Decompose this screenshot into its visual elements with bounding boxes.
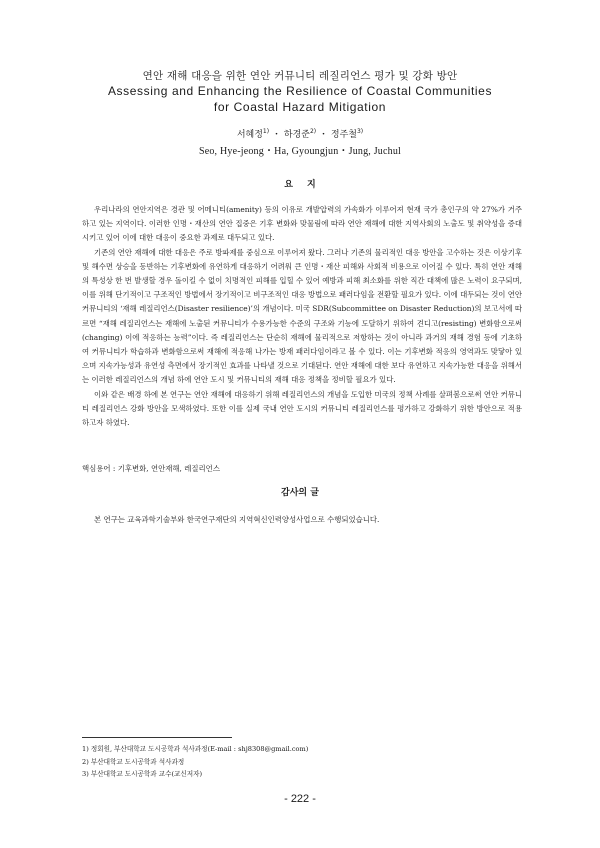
abstract-paragraph-1: 우리나라의 연안지역은 경관 및 어메니티(amenity) 등의 이유로 개발압력의 가속화가 이루어져 현재 국가 총인구의 약 27%가 거주하고 있는 지역이다. 이러한 인명・재산의 연안 집중은 기후 변화와 맞물림에 따라 연안 재해에 대한 지역사회의 노출도 및 취약성을 증대시키고 있어 이에 대한 대응이 중요한 과제로 대두되고 있다. <box>82 205 522 243</box>
footnote-1: 1) 정회원, 부산대학교 도시공학과 석사과정(E-mail : shj8308@gmail.com) <box>82 745 309 753</box>
acknowledgement-heading: 감사의 글 <box>281 488 319 498</box>
abstract-paragraph-3: 이와 같은 배경 하에 본 연구는 연안 재해에 대응하기 위해 레질리언스의 개념을 도입한 미국의 정책 사례를 살펴봄으로써 연안 커뮤니티 레질리언스 강화 방안을 모색하였다. 또한 이를 실제 국내 연안 도시의 커뮤니티 레질리언스를 평가하고 강화하기 위한 방안으로 적용하고자 하였다. <box>82 389 522 428</box>
author-separator: ・ <box>319 130 329 140</box>
acknowledgement-text: 본 연구는 교육과학기술부와 한국연구재단의 지역혁신인력양성사업으로 수행되었습니다. <box>94 515 380 524</box>
abstract-heading: 요지 <box>284 180 330 190</box>
page-number: - 222 - <box>284 793 316 805</box>
title-english-line1: Assessing and Enhancing the Resilience of Coastal Communities <box>107 84 493 98</box>
abstract-paragraph-2: 기존의 연안 재해에 대한 대응은 주로 방파제를 중심으로 이루어져 왔다. 그러나 기존의 물리적인 대응 방안을 고수하는 것은 이상기후 및 해수면 상승을 동반하는 기후변화에 유연하게 대응하기 어려워 큰 인명・재산 피해와 사회적 비용으로 이어질 수 있다. 특히 연안 재해의 특성상 한 번 발생할 경우 돌이킬 수 없이 치명적인 피해를 입힐 수 있어 예방과 피해 최소화를 위한 직간 대책에 많은 노력이 요구되며, 이를 위해 단기적이고 구조적인 방법에서 장기적이고 비구조적인 대응 방법으로 패러다임을 전환할 필요가 있다. 이에 대두되는 것이 연안 커뮤니티의 ‘재해 레질리언스(Disaster resilience)’의 개념이다. 미국 SDR(Subcommittee on Disaster Reduction)의 보고서에 따르면 “재해 레질리언스는 재해에 노출된 커뮤니티가 수용가능한 수준의 구조와 기능에 도달하기 위하여 견디고(resisting) 변화함으로써(changing) 이에 적응하는 능력”이다. 즉 레질리언스는 단순히 재해에 물리적으로 저항하는 것이 아니라 과거의 재해 경험 등에 기초하여 커뮤니티가 학습하과 변화함으로써 재해에 적응해 나가는 방재 패러다임이라고 볼 수 있다. 이는 기후변화 적응의 영역과도 맞닿아 있으며 지속가능성과 유연성 측면에서 장기적인 효과를 나타낼 것으로 기대된다. 연안 재해에 대한 보다 유연하고 지속가능한 대응을 위해서는 이러한 레질리언스의 개념 하에 연안 도시 및 커뮤니티의 재해 대응 정책을 정비할 필요가 있다. <box>82 247 522 385</box>
footnotes <box>82 743 522 781</box>
author-1-name: 서혜정 <box>236 130 263 140</box>
author-2-mark: 2) <box>309 128 317 135</box>
abstract-body <box>82 203 522 430</box>
footnote-3: 3) 부산대학교 도시공학과 교수(교신저자) <box>82 770 203 778</box>
title-korean: 연안 재해 대응을 위한 연안 커뮤니티 레질리언스 평가 및 강화 방안 <box>142 70 458 82</box>
title-english-line2: for Coastal Hazard Mitigation <box>213 100 387 114</box>
footnote-divider <box>82 737 232 738</box>
author-3-mark: 3) <box>356 128 364 135</box>
author-3-name: 정주철 <box>330 130 357 140</box>
authors-korean <box>0 127 600 140</box>
author-separator: ・ <box>271 130 281 140</box>
author-1-mark: 1) <box>262 128 270 135</box>
authors-english: Seo, Hye-jeong・Ha, Gyoungjun・Jung, Juchul <box>198 146 402 157</box>
author-2-name: 하경준 <box>283 130 310 140</box>
keywords: 핵심용어 : 기후변화, 연안재해, 레질리언스 <box>82 464 220 473</box>
footnote-2: 2) 부산대학교 도시공학과 석사과정 <box>82 757 185 766</box>
